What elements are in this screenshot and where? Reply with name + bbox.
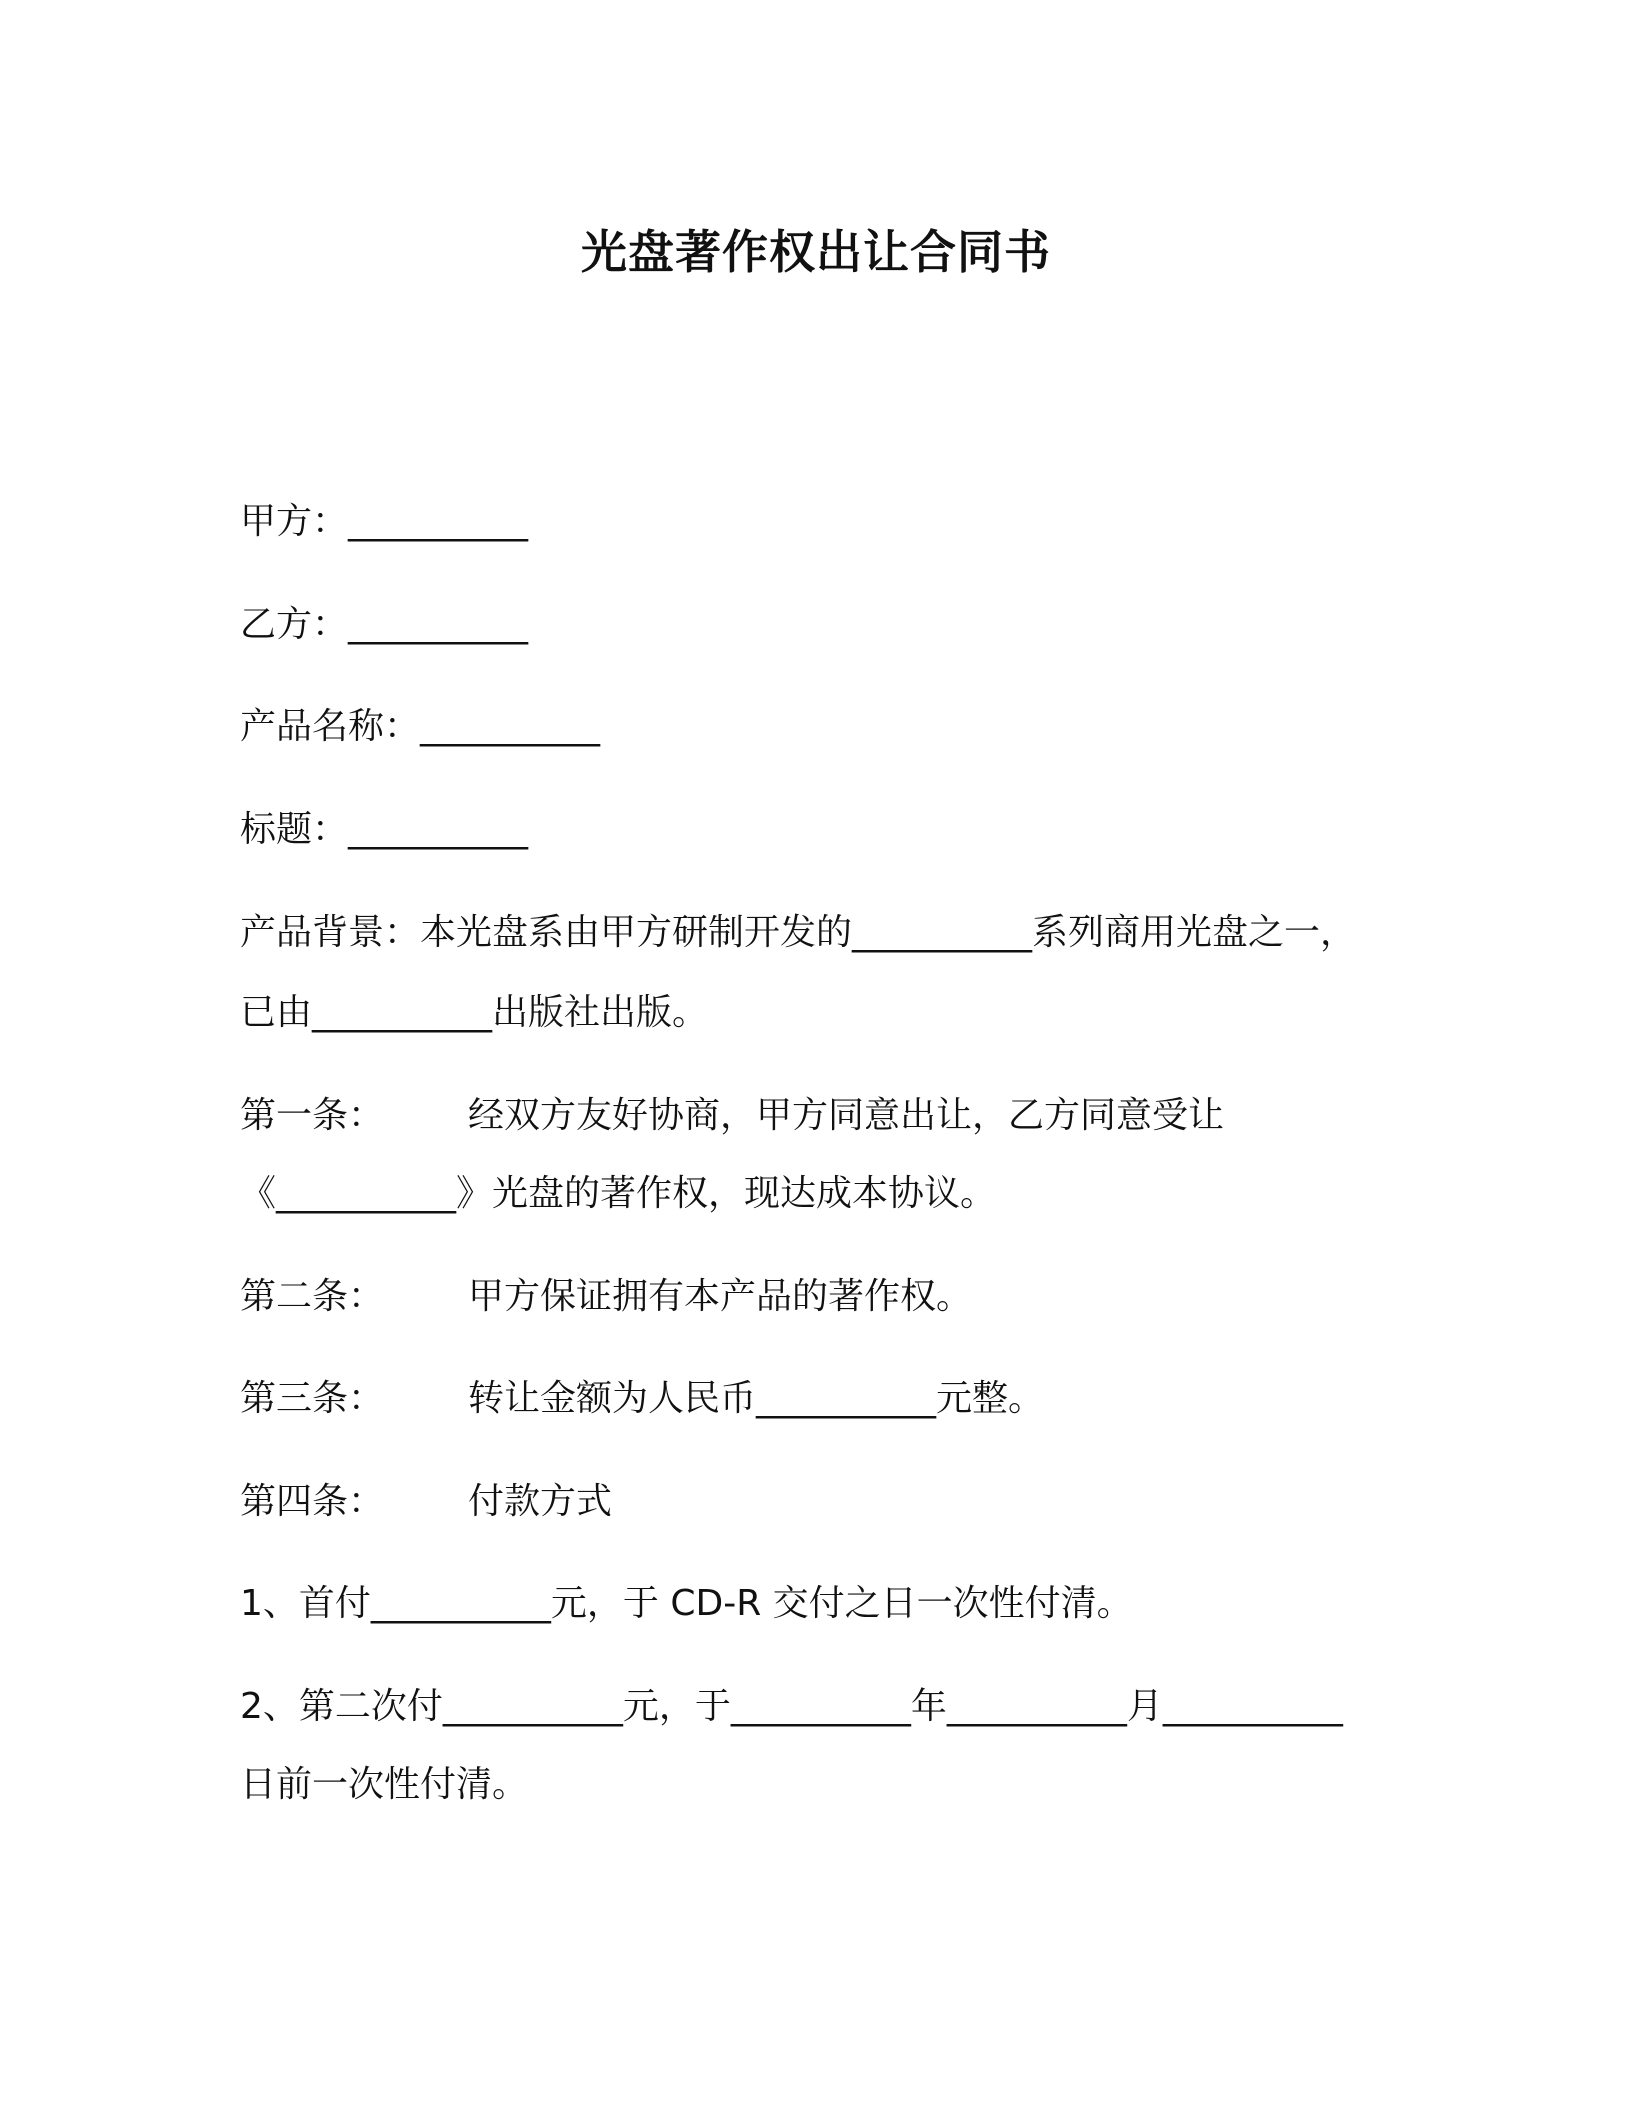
product-name-field: 产品名称：__________ bbox=[240, 706, 601, 747]
payment-item-2-line-1: 2、第二次付__________元，于__________年__________月__________ bbox=[240, 1686, 1343, 1727]
document-title: 光盘著作权出让合同书 bbox=[581, 225, 1051, 279]
article-2 bbox=[240, 1270, 972, 1324]
article-4-text: 付款方式 bbox=[468, 1481, 613, 1522]
article-2-heading: 第二条： bbox=[240, 1276, 385, 1317]
article-1-line-1 bbox=[240, 1089, 1224, 1143]
article-2-text: 甲方保证拥有本产品的著作权。 bbox=[468, 1276, 973, 1317]
article-1-heading: 第一条： bbox=[240, 1095, 385, 1136]
payment-item-2-line-2: 日前一次性付清。 bbox=[240, 1764, 529, 1805]
article-1-line-2: 《__________》光盘的著作权，现达成本协议。 bbox=[240, 1173, 997, 1214]
background-line-1: 产品背景：本光盘系由甲方研制开发的__________系列商用光盘之一， bbox=[240, 912, 1357, 953]
party-b-field: 乙方：__________ bbox=[240, 604, 529, 645]
article-4-heading: 第四条： bbox=[240, 1481, 385, 1522]
article-3 bbox=[240, 1372, 1044, 1426]
article-3-heading: 第三条： bbox=[240, 1378, 385, 1419]
party-a-field: 甲方：__________ bbox=[240, 501, 529, 542]
article-3-text: 转让金额为人民币__________元整。 bbox=[468, 1378, 1045, 1419]
payment-item-1: 1、首付__________元，于 CD-R 交付之日一次性付清。 bbox=[240, 1583, 1133, 1624]
background-line-2: 已由__________出版社出版。 bbox=[240, 992, 709, 1033]
article-1-text: 经双方友好协商，甲方同意出让，乙方同意受让 bbox=[468, 1095, 1225, 1136]
article-4 bbox=[240, 1475, 612, 1529]
subject-field: 标题：__________ bbox=[240, 809, 529, 850]
